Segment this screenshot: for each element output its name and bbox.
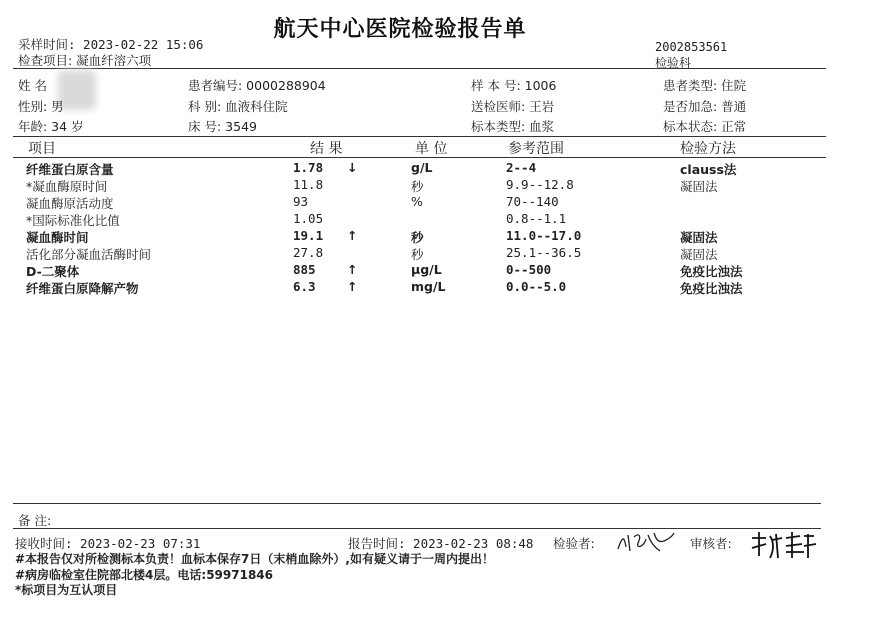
patient-name-label: 姓 名 — [18, 78, 47, 93]
sample-status: 标本状态: 正常 — [663, 119, 747, 134]
name-redaction — [58, 70, 96, 110]
result-method: 凝固法 — [680, 247, 718, 262]
result-value: 27.8 — [293, 245, 324, 260]
footer-divider — [13, 528, 821, 529]
column-reference: 参考范围 — [508, 141, 564, 157]
table-row — [0, 245, 893, 262]
patient-number: 患者编号: 0000288904 — [188, 78, 326, 93]
result-unit: 秒 — [411, 247, 424, 262]
result-value: 885 — [293, 262, 316, 277]
sample-type: 标本类型: 血浆 — [471, 119, 555, 134]
result-method: 免疫比浊法 — [680, 281, 743, 296]
table-row — [0, 228, 893, 245]
tester-label: 检验者: — [553, 536, 595, 551]
result-reference: 0.8--1.1 — [506, 211, 567, 226]
lab-department: 检验科 — [655, 56, 692, 70]
table-row — [0, 194, 893, 211]
column-divider — [13, 157, 826, 158]
sample-number: 样 本 号: 1006 — [471, 78, 557, 93]
patient-department: 科 别: 血液科住院 — [188, 99, 288, 114]
referring-doctor: 送检医师: 王岩 — [471, 99, 555, 114]
result-item-name: 凝血酶原活动度 — [26, 196, 114, 211]
result-value: 11.8 — [293, 177, 324, 192]
result-flag: ↑ — [347, 228, 358, 243]
table-row — [0, 211, 893, 228]
result-item-name: D-二聚体 — [26, 264, 80, 279]
patient-gender: 性别: 男 — [18, 99, 64, 114]
result-value: 19.1 — [293, 228, 324, 243]
tester-signature — [614, 527, 678, 560]
result-item-name: 凝血酶时间 — [26, 230, 89, 245]
urgent-status: 是否加急: 普通 — [663, 99, 747, 114]
result-method: 免疫比浊法 — [680, 264, 743, 279]
result-item-name: 活化部分凝血活酶时间 — [26, 247, 152, 262]
remark-label: 备 注: — [18, 513, 52, 528]
footer-note-3: *标项目为互认项目 — [15, 583, 118, 597]
result-method: clauss法 — [680, 162, 737, 177]
patient-type: 患者类型: 住院 — [663, 78, 747, 93]
result-method: 凝固法 — [680, 230, 718, 245]
column-unit: 单 位 — [415, 141, 448, 157]
table-row — [0, 279, 893, 296]
result-unit: 秒 — [411, 230, 424, 245]
receive-time: 接收时间: 2023-02-23 07:31 — [15, 536, 201, 551]
result-unit: 秒 — [411, 179, 424, 194]
column-method: 检验方法 — [680, 141, 736, 157]
result-reference: 70--140 — [506, 194, 559, 209]
footer-top-divider — [13, 503, 821, 504]
result-item-name: 纤维蛋白原降解产物 — [26, 281, 139, 296]
result-item-name: *国际标准化比值 — [26, 213, 120, 228]
result-method: 凝固法 — [680, 179, 718, 194]
table-row — [0, 160, 893, 177]
result-reference: 9.9--12.8 — [506, 177, 574, 192]
result-reference: 25.1--36.5 — [506, 245, 582, 260]
result-value: 1.05 — [293, 211, 324, 226]
reviewer-signature — [748, 528, 818, 565]
test-item: 检查项目: 凝血纤溶六项 — [18, 53, 152, 68]
result-flag: ↑ — [347, 262, 358, 277]
result-reference: 11.0--17.0 — [506, 228, 582, 243]
sample-time: 采样时间: 2023-02-22 15:06 — [18, 37, 204, 52]
reviewer-label: 审核者: — [690, 536, 732, 551]
result-item-name: 纤维蛋白原含量 — [26, 162, 114, 177]
result-flag: ↓ — [347, 160, 358, 175]
result-value: 93 — [293, 194, 309, 209]
patient-bed: 床 号: 3549 — [188, 119, 257, 134]
table-row — [0, 177, 893, 194]
column-item: 项目 — [28, 141, 56, 157]
result-value: 6.3 — [293, 279, 316, 294]
result-unit: % — [411, 194, 423, 209]
result-value: 1.78 — [293, 160, 324, 175]
result-item-name: *凝血酶原时间 — [26, 179, 108, 194]
result-reference: 2--4 — [506, 160, 537, 175]
report-time: 报告时间: 2023-02-23 08:48 — [348, 536, 534, 551]
result-unit: g/L — [411, 160, 433, 175]
result-flag: ↑ — [347, 279, 358, 294]
result-reference: 0--500 — [506, 262, 552, 277]
result-unit: μg/L — [411, 262, 442, 277]
footer-note-2: #病房临检室住院部北楼4层。电话:59971846 — [15, 568, 274, 582]
result-unit: mg/L — [411, 279, 446, 294]
header-divider — [13, 68, 826, 69]
result-reference: 0.0--5.0 — [506, 279, 567, 294]
column-result: 结 果 — [310, 141, 343, 157]
info-divider — [13, 136, 826, 137]
table-row — [0, 262, 893, 279]
report-title: 航天中心医院检验报告单 — [273, 17, 527, 42]
footer-note-1: #本报告仅对所检测标本负责！血标本保存7日（末梢血除外）,如有疑义请于一周内提出！ — [15, 552, 494, 566]
report-number: 2002853561 — [655, 40, 728, 54]
patient-age: 年龄: 34 岁 — [18, 119, 84, 134]
